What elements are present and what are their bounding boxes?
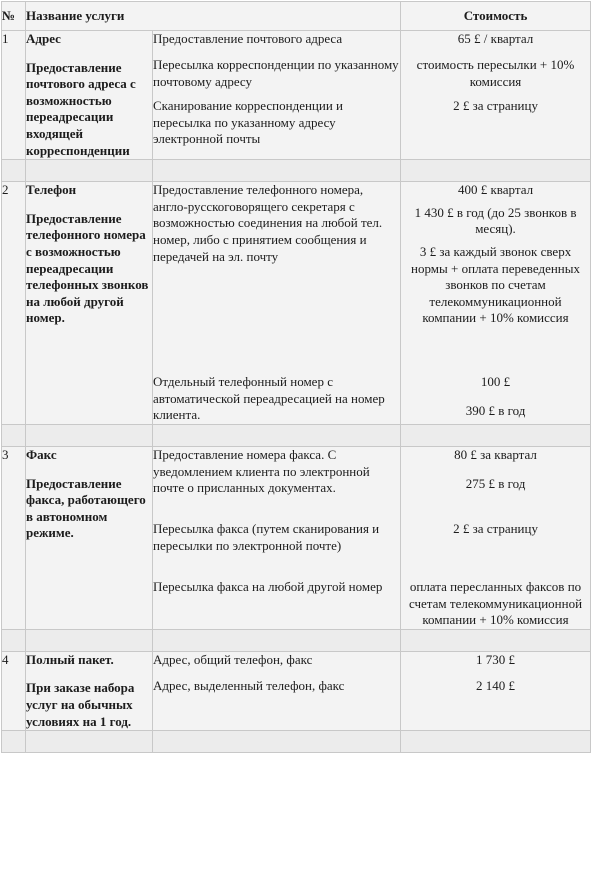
item-price: 2 140 £ [476, 677, 516, 693]
item-price-group [401, 182, 590, 366]
service-subtitle: Предоставление телефонного номера с возможностью переадресации телефонных звонков на любой другой номер. [26, 210, 149, 326]
service-info [26, 446, 153, 629]
separator-row [2, 731, 591, 753]
item-price: оплата пересланных факсов по счетам телекоммуникационной компании + 10% комиссия [408, 578, 583, 628]
service-subtitle: Предоставление почтового адреса с возможностью переадресации входящей корреспонденции [26, 59, 136, 158]
item-price: 65 £ / квартал [457, 31, 534, 46]
item-price-group [401, 374, 590, 419]
service-prices [401, 446, 591, 629]
service-title: Полный пакет. [26, 651, 114, 667]
item-description: Предоставление почтового адреса [153, 31, 343, 46]
item-description: Предоставление телефонного номера, англо-русскоговорящего секретаря с возможностью соединения на любой тел. номер, либо с принятием сообщения и передачей на эл. почту [153, 182, 383, 264]
service-descriptions [153, 446, 401, 629]
service-subtitle: Предоставление факса, работающего в автономном режиме. [26, 475, 146, 541]
item-price-group [401, 447, 590, 513]
item-price: 400 £ квартал [457, 182, 534, 198]
item-price: стоимость пересылки + 10% комиссия [416, 57, 575, 89]
service-descriptions [153, 31, 401, 160]
service-info [26, 651, 153, 730]
item-price: 100 £ [480, 374, 511, 390]
item-price: 390 £ в год [465, 402, 526, 418]
item-description: Адрес, выделенный телефон, факс [153, 677, 345, 693]
separator-row [2, 160, 591, 182]
service-info [26, 31, 153, 160]
service-title: Телефон [26, 182, 77, 198]
service-descriptions [153, 651, 401, 730]
service-row-full-package [2, 651, 591, 730]
item-price: 2 £ за страницу [453, 98, 538, 113]
item-description: Предоставление номера факса. С уведомлением клиента по электронной почте о присланных документах. [153, 446, 370, 496]
service-prices [401, 651, 591, 730]
item-description: Пересылка факса (путем сканирования и пересылки по электронной почте) [153, 520, 380, 553]
service-row-phone [2, 182, 591, 425]
item-price: 3 £ за каждый звонок сверх нормы + оплата переведенных звонков по счетам телекоммуникационной компании + 10% комиссия [411, 243, 580, 326]
separator-row [2, 424, 591, 446]
service-descriptions [153, 182, 401, 425]
column-header-service-name: Название услуги [26, 2, 401, 31]
separator-row [2, 629, 591, 651]
item-description: Пересылка факса на любой другой номер [153, 578, 383, 594]
service-number: 2 [2, 182, 26, 425]
item-description: Адрес, общий телефон, факс [153, 651, 313, 667]
service-info [26, 182, 153, 425]
service-prices [401, 31, 591, 160]
service-row-fax [2, 446, 591, 629]
service-number: 4 [2, 651, 26, 730]
item-price: 2 £ за страницу [453, 520, 538, 536]
service-subtitle: При заказе набора услуг на обычных условиях на 1 год. [26, 680, 135, 729]
item-price: 1 430 £ в год (до 25 звонков в месяц). [414, 204, 577, 237]
service-title: Факс [26, 446, 57, 462]
item-description: Сканирование корреспонденции и пересылка по указанному адресу электронной почты [153, 98, 343, 147]
item-description: Отдельный телефонный номер с автоматической переадресацией на номер клиента. [153, 374, 385, 423]
service-number: 3 [2, 446, 26, 629]
item-price: 80 £ за квартал [454, 446, 537, 462]
column-header-cost: Стоимость [401, 2, 591, 31]
service-number: 1 [2, 31, 26, 160]
table-header-row [2, 2, 591, 31]
service-prices [401, 182, 591, 425]
item-price: 275 £ в год [465, 475, 526, 491]
price-table [1, 1, 591, 753]
item-price: 1 730 £ [476, 651, 516, 667]
service-row-address [2, 31, 591, 160]
item-description: Пересылка корреспонденции по указанному почтовому адресу [153, 57, 399, 89]
service-title: Адрес [26, 31, 61, 46]
column-header-number: № [2, 2, 26, 31]
